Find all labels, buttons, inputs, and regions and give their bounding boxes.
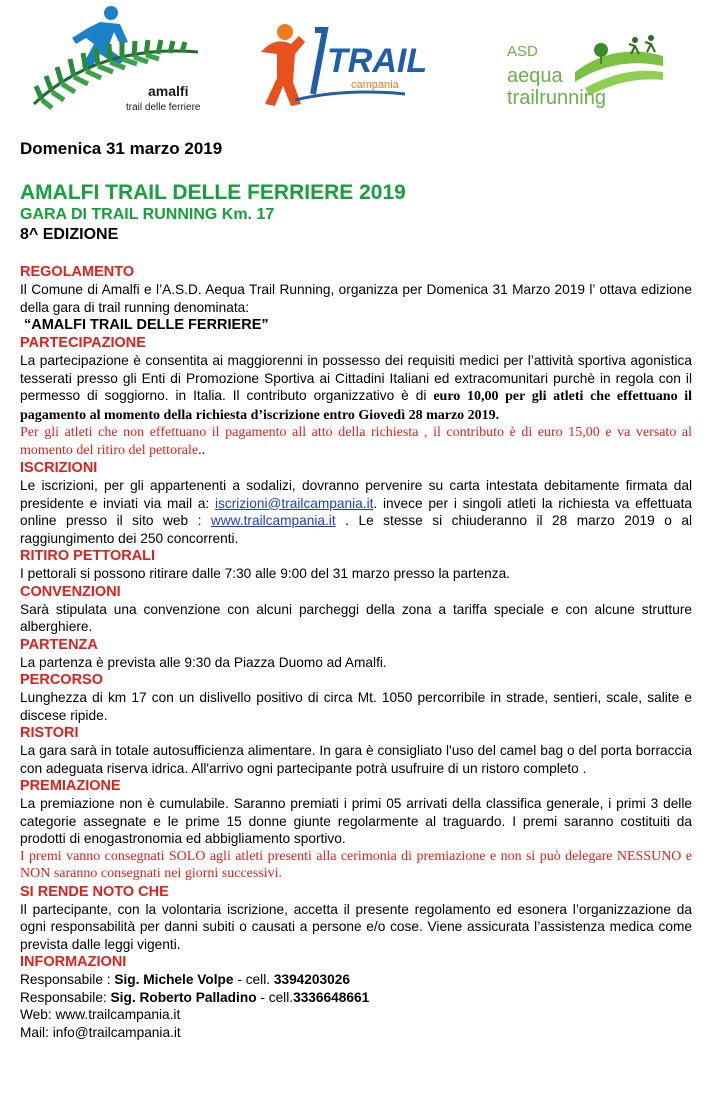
resp2-mid: - cell. <box>256 989 294 1005</box>
premiazione-red-note: I premi vanno consegnati SOLO agli atleti presenti alla cerimonia di premiazione e non si può delegare NESSUNO e NON saranno consegnati nei giorni successivi. <box>20 848 692 881</box>
iscrizioni-text-1: Le iscrizioni, per gli appartenenti a sodalizi, dovranno pervenire su carta intestata debitamente firmata dal presidente e inviati via mail a: <box>20 478 692 511</box>
resp1-label: Responsabile : <box>20 972 115 987</box>
partecipazione-red-text: Per gli atleti che non effettuano il pagamento all atto della richiesta , il contributo è di euro 15,00 e va versato al momento del ritiro del pettorale <box>20 425 692 458</box>
trail-campania-logo <box>255 22 455 108</box>
iscrizioni-email-link[interactable]: iscrizioni@trailcampania.it <box>215 495 374 511</box>
partecipazione-red-note <box>20 424 692 459</box>
contact-line-2 <box>20 989 692 1007</box>
contact-mail: Mail: info@trailcampania.it <box>20 1024 181 1040</box>
edition-label: 8^ EDIZIONE <box>20 226 119 243</box>
page-title: AMALFI TRAIL DELLE FERRIERE 2019 <box>20 181 406 204</box>
heading-informazioni: INFORMAZIONI <box>20 954 127 970</box>
heading-convenzioni: CONVENZIONI <box>20 583 121 600</box>
amalfi-trail-logo <box>28 4 208 116</box>
heading-percorso: PERCORSO <box>20 672 103 688</box>
aequa-logo-text: aequa <box>507 65 563 87</box>
heading-iscrizioni: ISCRIZIONI <box>20 460 98 476</box>
text-convenzioni: Sarà stipulata una convenzione con alcuni parcheggi della zona a tariffa speciale e con alcune strutture alberghiere. <box>20 601 692 634</box>
resp1-phone: 3394203026 <box>273 972 350 987</box>
amalfi-logo-text: amalfi <box>148 83 189 99</box>
text-percorso: Lunghezza di km 17 con un dislivello positivo di circa Mt. 1050 percorribile in strade, sentieri, scale, salite e discese ripide. <box>20 690 692 723</box>
contact-web: Web: www.trailcampania.it <box>20 1007 181 1022</box>
heading-regolamento: REGOLAMENTO <box>20 264 135 280</box>
amalfi-logo-subtext: trail delle ferriere <box>126 102 201 113</box>
heading-ritiro-pettorali: RITIRO PETTORALI <box>20 548 156 564</box>
heading-partecipazione: PARTECIPAZIONE <box>20 335 146 351</box>
text-premiazione: La premiazione non è cumulabile. Saranno premiati i primi 05 arrivati della classifica generale, i primi 3 delle categorie assegnate e le prime 15 donne giunte regolarmente al traguardo. I premi saranno costituiti da prodotti di enogastronomia ed abbigliamento sportivo. <box>20 796 692 846</box>
text-ritiro-pettorali: I pettorali si possono ritirare dalle 7:30 alle 9:00 del 31 marzo presso la partenza. <box>20 566 510 581</box>
resp2-phone: 3336648661 <box>293 989 370 1005</box>
resp2-name: Sig. Roberto Palladino <box>110 989 257 1005</box>
text-ristori: La gara sarà in totale autosufficienza alimentare. In gara è consigliato l'uso del camel bag o del porta borraccia con adeguata riserva idrica. All'arrivo ogni partecipante potrà usufruire di un ristoro completo . <box>20 743 692 776</box>
heading-premiazione: PREMIAZIONE <box>20 778 121 794</box>
resp2-label: Responsabile: <box>20 989 111 1005</box>
text-rende-noto: Il partecipante, con la volontaria iscrizione, accetta il presente regolamento ed esonera l’organizzazione da ogni responsabilità per danni subiti o causati a persone e/o cose. Viene assicurata l’assistenza medica come prevista dalle leggi vigenti. <box>20 901 692 952</box>
orange-runner-icon <box>261 24 305 106</box>
website-link[interactable]: www.trailcampania.it <box>210 513 336 528</box>
trail-logo-text: TRAIL <box>327 42 428 80</box>
text-iscrizioni <box>20 477 692 547</box>
partecipazione-body: La partecipazione è consentita ai maggiorenni in possesso dei requisiti medici per l’attività sportiva agonistica tesserati presso gli Enti di Promozione Sportiva ai Cittadini Italiani ed extracomunitari purchè in regola con il permesso di soggiorno. in Italia. Il contributo organizzativo è di <box>20 353 692 403</box>
event-date: Domenica 31 marzo 2019 <box>20 139 223 158</box>
heading-rende-noto: SI RENDE NOTO CHE <box>20 883 169 900</box>
trailrunning-logo-text: trailrunning <box>507 87 606 109</box>
partecipazione-red-end: .. <box>198 442 206 458</box>
runner-icon <box>72 6 128 70</box>
text-partecipazione <box>20 352 692 424</box>
text-partenza: La partenza è prevista alle 9:30 da Piazza Duomo ad Amalfi. <box>20 654 387 670</box>
resp1-mid: - cell. <box>233 972 274 987</box>
document-body <box>20 138 692 1041</box>
heading-ristori: RISTORI <box>20 725 79 741</box>
asd-logo-text: ASD <box>507 43 538 60</box>
page-subtitle: GARA DI TRAIL RUNNING Km. 17 <box>20 206 275 223</box>
iscrizioni-text-2: . invece per i singoli atleti la richiesta va effettuata online presso il sito web : <box>20 495 692 528</box>
campania-logo-text: campania <box>351 79 399 91</box>
logo-bar <box>0 0 710 125</box>
partecipazione-fee: euro 10,00 per gli atleti che effettuano il pagamento al momento della richiesta d’iscrizione entro Giovedì 28 marzo 2019. <box>20 389 692 423</box>
heading-partenza: PARTENZA <box>20 636 98 653</box>
aequa-trailrunning-logo <box>505 32 665 114</box>
event-name: “AMALFI TRAIL DELLE FERRIERE” <box>24 317 269 333</box>
text-regolamento: Il Comune di Amalfi e l’A.S.D. Aequa Trail Running, organizza per Domenica 31 Marzo 2019 l’ ottava edizione della gara di trail running denominata: <box>20 282 692 315</box>
resp1-name: Sig. Michele Volpe <box>114 972 234 987</box>
contact-line-1 <box>20 971 692 989</box>
iscrizioni-text-3: . Le stesse si chiuderanno il 28 marzo 2019 o al raggiungimento dei 250 concorrenti. <box>20 513 692 546</box>
